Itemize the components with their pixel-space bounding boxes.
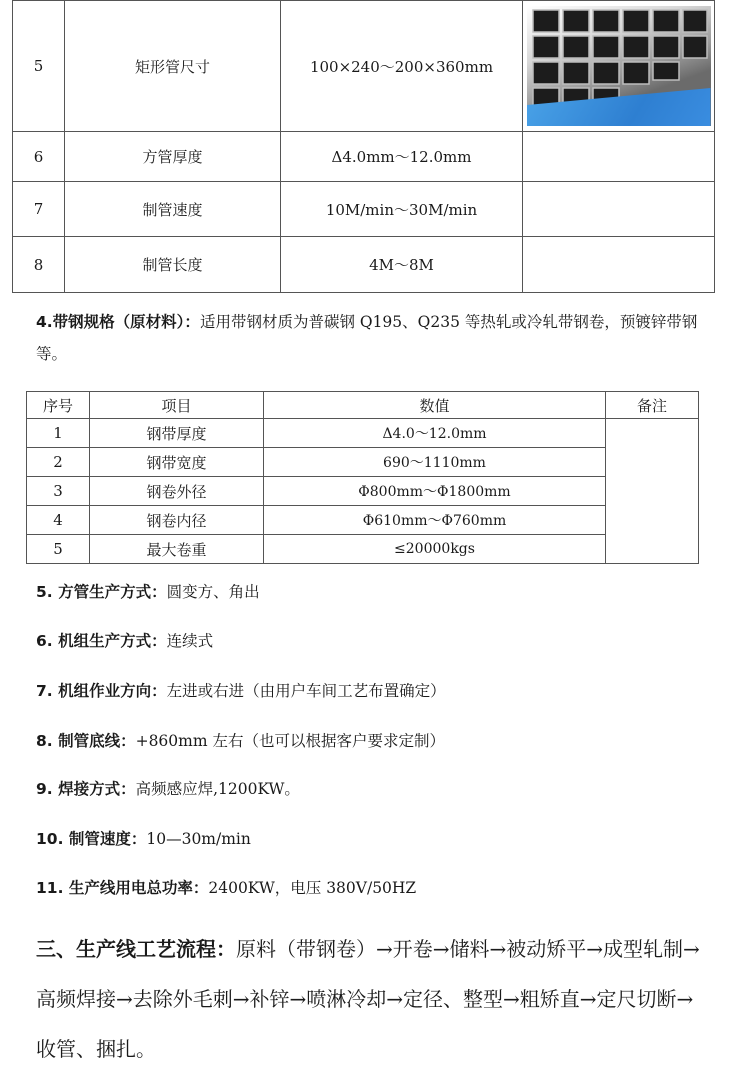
table-row (27, 419, 699, 448)
row-value: Φ800mm～Φ1800mm (264, 477, 606, 506)
item-label: 6. 机组生产方式： (36, 632, 167, 650)
item-label: 8. 制管底线： (36, 732, 136, 750)
row-item: 矩形管尺寸 (65, 1, 281, 132)
product-photo-cell (523, 1, 715, 132)
strip-spec-paragraph (36, 306, 706, 370)
table-row (13, 237, 715, 293)
row-number: 6 (13, 132, 65, 182)
process-flow-text: 原料（带钢卷）→开卷→储料→被动矫平→成型轧制→高频焊接→去除外毛刺→补锌→喷淋冷却→定径、整型→粗矫直→定尺切断→收管、捆扎。 (36, 937, 700, 1061)
row-value: 10M/min～30M/min (281, 182, 523, 237)
item-value: +860mm 左右（也可以根据客户要求定制） (135, 732, 445, 750)
row-item: 最大卷重 (90, 535, 264, 564)
table-row (27, 506, 699, 535)
item-label: 11. 生产线用电总功率： (36, 879, 209, 897)
item-value: 圆变方、角出 (166, 583, 260, 601)
row-item: 钢卷内径 (90, 506, 264, 535)
header-value: 数值 (264, 392, 606, 419)
row-item: 钢卷外径 (90, 477, 264, 506)
row-value: 4M～8M (281, 237, 523, 293)
row-item: 制管速度 (65, 182, 281, 237)
row-item: 钢带宽度 (90, 448, 264, 477)
table-row (27, 535, 699, 564)
row-value: 690～1110mm (264, 448, 606, 477)
process-flow-section (36, 924, 708, 1074)
row-number: 8 (13, 237, 65, 293)
item-label: 7. 机组作业方向： (36, 682, 167, 700)
row-value: Δ4.0mm～12.0mm (281, 132, 523, 182)
item-value: 高频感应焊,1200KW。 (135, 780, 300, 798)
row-number: 2 (27, 448, 90, 477)
table-row (27, 448, 699, 477)
item-value: 2400KW，电压 380V/50HZ (208, 879, 417, 897)
item-7 (36, 679, 446, 701)
equipment-table (12, 0, 715, 293)
empty-cell (523, 132, 715, 182)
item-11 (36, 876, 416, 898)
row-item: 制管长度 (65, 237, 281, 293)
row-value: 100×240～200×360mm (281, 1, 523, 132)
row-value: Δ4.0～12.0mm (264, 419, 606, 448)
section-4-text: 适用带钢材质为普碳钢 Q195、Q235 等热轧或冷轧带钢卷，预镀锌带钢等。 (36, 313, 698, 363)
item-label: 9. 焊接方式： (36, 780, 136, 798)
empty-cell (523, 182, 715, 237)
item-6 (36, 629, 213, 651)
row-number: 5 (13, 1, 65, 132)
strip-spec-table (26, 391, 699, 564)
item-value: 10—30m/min (146, 830, 251, 848)
row-number: 4 (27, 506, 90, 535)
rectangular-tube-photo (527, 6, 711, 126)
item-5 (36, 580, 260, 602)
item-8 (36, 729, 445, 751)
table-header-row (27, 392, 699, 419)
table-row (13, 132, 715, 182)
row-number: 1 (27, 419, 90, 448)
row-value: ≤20000kgs (264, 535, 606, 564)
remark-cell (606, 419, 699, 564)
row-item: 方管厚度 (65, 132, 281, 182)
item-10 (36, 827, 251, 849)
item-label: 5. 方管生产方式： (36, 583, 167, 601)
table-row (13, 1, 715, 132)
item-9 (36, 777, 300, 799)
item-value: 左进或右进（由用户车间工艺布置确定） (166, 682, 446, 700)
item-label: 10. 制管速度： (36, 830, 147, 848)
header-remark: 备注 (606, 392, 699, 419)
empty-cell (523, 237, 715, 293)
table-row (13, 182, 715, 237)
header-no: 序号 (27, 392, 90, 419)
row-number: 3 (27, 477, 90, 506)
header-item: 项目 (90, 392, 264, 419)
item-value: 连续式 (166, 632, 214, 650)
process-flow-heading: 三、生产线工艺流程： (36, 937, 236, 961)
section-4-label: 4.带钢规格（原材料）： (36, 313, 200, 331)
row-item: 钢带厚度 (90, 419, 264, 448)
row-value: Φ610mm～Φ760mm (264, 506, 606, 535)
row-number: 5 (27, 535, 90, 564)
table-row (27, 477, 699, 506)
row-number: 7 (13, 182, 65, 237)
